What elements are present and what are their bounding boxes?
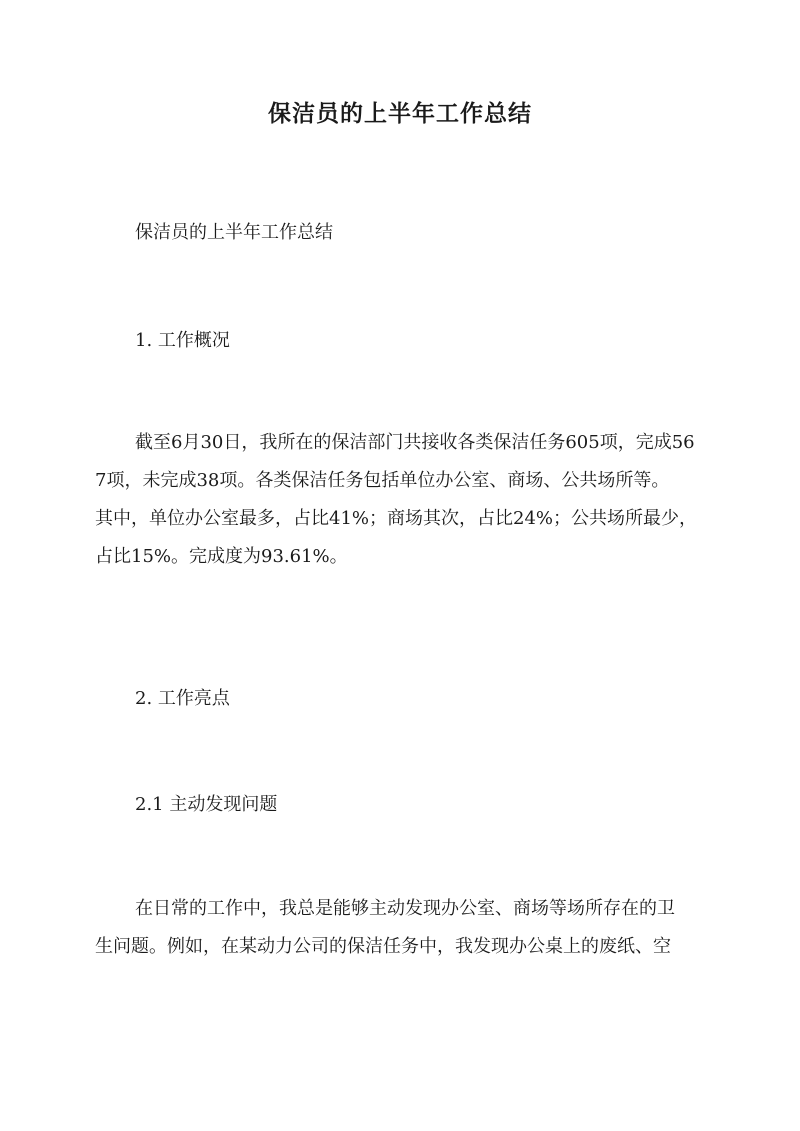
paragraph-line: 截至6月30日，我所在的保洁部门共接收各类保洁任务605项，完成56 xyxy=(135,432,695,453)
section-2-1-paragraph xyxy=(95,890,695,966)
section-1-paragraph xyxy=(95,424,698,576)
paragraph-line: 其中，单位办公室最多，占比41%；商场其次，占比24%；公共场所最少， xyxy=(95,508,698,529)
section-heading-2: 2. 工作亮点 xyxy=(135,688,230,709)
paragraph-line: 占比15%。完成度为93.61%。 xyxy=(95,546,348,567)
section-heading-2-1: 2.1 主动发现问题 xyxy=(135,794,278,815)
paragraph-line: 生问题。例如，在某动力公司的保洁任务中，我发现办公桌上的废纸、空 xyxy=(95,936,671,957)
document-subtitle: 保洁员的上半年工作总结 xyxy=(135,222,333,243)
paragraph-line: 在日常的工作中，我总是能够主动发现办公室、商场等场所存在的卫 xyxy=(135,898,675,919)
section-heading-1: 1. 工作概况 xyxy=(135,330,230,351)
document-title: 保洁员的上半年工作总结 xyxy=(268,100,532,127)
paragraph-line: 7项，未完成38项。各类保洁任务包括单位办公室、商场、公共场所等。 xyxy=(95,470,670,491)
